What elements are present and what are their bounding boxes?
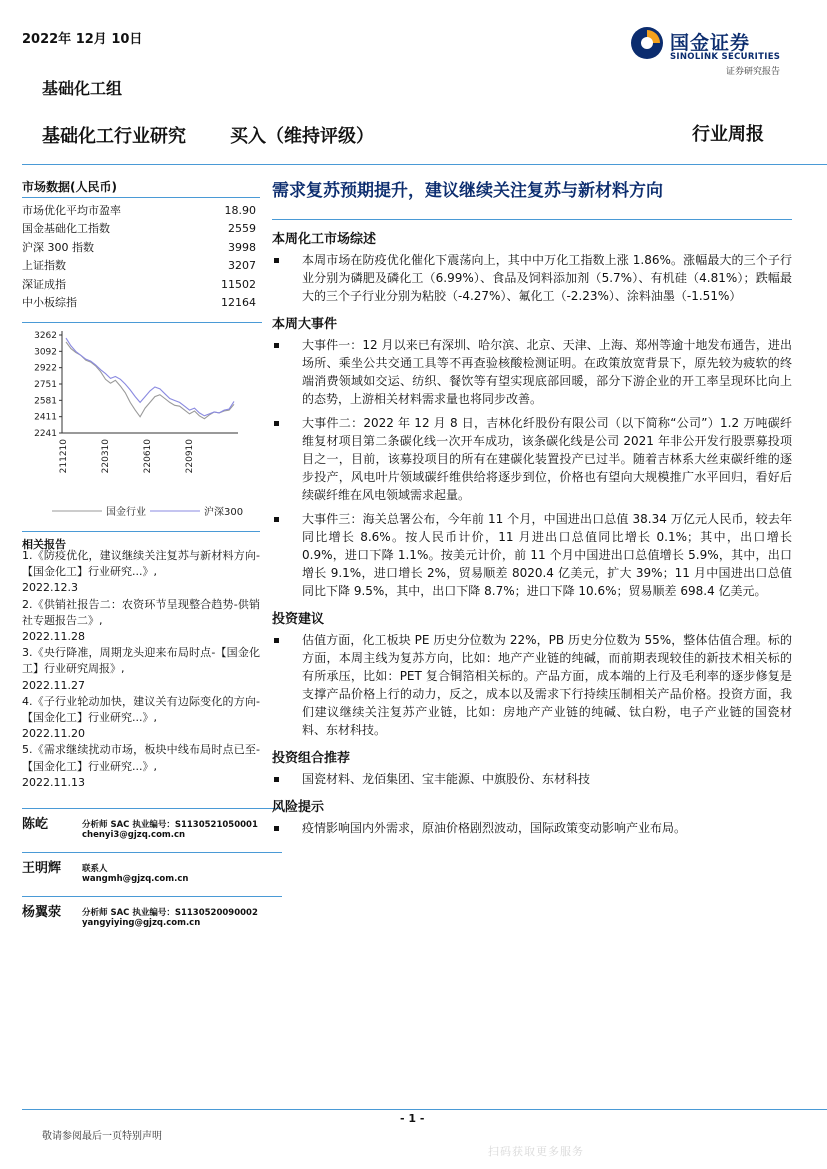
x-tick-label: 220910 bbox=[185, 439, 195, 474]
section-title: 风险提示 bbox=[272, 800, 325, 815]
watermark: 扫码获取更多服务 bbox=[488, 1145, 584, 1158]
market-row bbox=[22, 202, 260, 220]
sinolink-logo-icon bbox=[630, 26, 664, 60]
bullet-text: 疫情影响国内外需求，原油价格剧烈波动，国际政策变动影响产业布局。 bbox=[302, 821, 687, 835]
analyst-card bbox=[22, 852, 282, 896]
related-report-text: 4.《子行业轮动加快，建议关有边际变化的方向-【国金化工】行业研究...》, bbox=[22, 694, 260, 725]
section-title: 投资建议 bbox=[272, 612, 325, 627]
analyst-list bbox=[22, 808, 282, 940]
bullet-item bbox=[272, 414, 792, 504]
bullet-item bbox=[272, 336, 792, 408]
market-label: 市场优化平均市盈率 bbox=[22, 204, 121, 217]
bullet-square-icon bbox=[274, 777, 279, 782]
bullet-text: 大事件三：海关总署公布，今年前 11 个月，中国进出口总值 38.34 万亿元人民币，较去年同比增长 8.6%。按人民币计价，11 月进出口总值同比增长 0.1%；其中，出口增长 0.9%，进口下降 1.1%。按美元计价，前 11 个月中国进出口总值增长 5.9%，其中，出口增长 9.1%，进口增长 2%，贸易顺差 8020.4 亿美元，扩大 39%；11 月中国进出口总值同比下降 9.5%，其中，出口下降 8.7%；进口下降 10.6%；贸易顺差 698.4 亿美元。 bbox=[302, 512, 792, 598]
y-tick-label: 2241 bbox=[34, 429, 57, 439]
analyst-card bbox=[22, 896, 282, 940]
market-value: 2559 bbox=[228, 222, 256, 236]
bullet-text: 估值方面，化工板块 PE 历史分位数为 22%，PB 历史分位数为 55%，整体估值合理。标的方面，本周主线为复苏方向，比如：地产产业链的纯碱，而前期表现较佳的新技术相关标的有所承压，比如：PET 复合铜箔相关标的。产品方面，成本端的上行及毛利率的逐步修复是支撑产品价格上行的动力，反之，成本以及需求下行持续压制相关产品价格。投资方面，我们建议继续关注复苏产业链，比如：房地产产业链的纯碱、钛白粉，电子产业链的国瓷材料、东材科技。 bbox=[302, 633, 792, 737]
market-row bbox=[22, 257, 260, 275]
market-label: 国金基础化工指数 bbox=[22, 222, 110, 236]
page-number: - 1 - bbox=[400, 1112, 425, 1125]
bullet-square-icon bbox=[274, 421, 279, 426]
related-report-text: 5.《需求继续扰动市场，板块中线布局时点已至-【国金化工】行业研究...》, bbox=[22, 743, 260, 773]
market-value: 12164 bbox=[221, 295, 256, 309]
analyst-email: wangmh@gjzq.com.cn bbox=[82, 874, 189, 884]
related-reports-title: 相关报告 bbox=[22, 531, 260, 552]
market-label: 上证指数 bbox=[22, 259, 66, 273]
market-row bbox=[22, 294, 260, 312]
y-tick-label: 2922 bbox=[34, 363, 57, 374]
related-report-date: 2022.12.3 bbox=[22, 581, 78, 595]
bullet-square-icon bbox=[274, 258, 279, 263]
related-report-date: 2022.11.27 bbox=[22, 678, 85, 692]
market-label: 沪深 300 指数 bbox=[22, 240, 94, 254]
analyst-card bbox=[22, 808, 282, 852]
report-title: 基础化工行业研究 bbox=[42, 126, 186, 147]
bullet-square-icon bbox=[274, 343, 279, 348]
research-group: 基础化工组 bbox=[42, 79, 123, 98]
logo-en-text: SINOLINK SECURITIES bbox=[670, 52, 781, 62]
y-tick-label: 3092 bbox=[34, 347, 57, 358]
analyst-email: chenyi3@gjzq.com.cn bbox=[82, 830, 186, 840]
market-label: 中小板综指 bbox=[22, 295, 77, 309]
bullet-item bbox=[272, 819, 792, 837]
header-divider bbox=[22, 164, 827, 165]
bullet-text: 大事件二：2022 年 12 月 8 日，吉林化纤股份有限公司（以下简称“公司”）1.2 万吨碳纤维复材项目第二条碳化线一次开车成功，该条碳化线是公司 2021 年非公开发行股票募投项目之一，目前，该募投项目的所有在建碳化装置投产已过半。随着吉林系大丝束碳纤维的逐步投产，风电叶片领域碳纤维供给将逐步到位，价格也有望向大规模推广水平回归，看好后续碳纤维在风电领域需求起量。 bbox=[302, 416, 792, 502]
analyst-role: 分析师 SAC 执业编号：S1130520090002 bbox=[82, 908, 258, 918]
y-tick-label: 3262 bbox=[34, 331, 57, 341]
y-tick-label: 2751 bbox=[34, 380, 57, 390]
x-tick-label: 220310 bbox=[101, 439, 111, 474]
market-data-panel bbox=[22, 178, 260, 312]
related-report-item bbox=[22, 597, 260, 646]
related-report-item bbox=[22, 742, 260, 791]
analyst-email: yangyiying@gjzq.com.cn bbox=[82, 918, 201, 928]
market-value: 3207 bbox=[228, 259, 256, 273]
bullet-text: 本周市场在防疫优化催化下震荡向上，其中中万化工指数上涨 1.86%。涨幅最大的三个子行业分别为磷肥及磷化工（6.99%）、食品及饲料添加剂（5.7%）、有机硅（4.81%）；跌幅最大的三个子行业分别为粘胶（-4.27%）、氟化工（-2.23%）、涂料油墨（-1.51%） bbox=[302, 253, 792, 303]
market-label: 深证成指 bbox=[22, 277, 66, 291]
section-title: 本周化工市场综述 bbox=[272, 232, 377, 247]
market-data-title: 市场数据(人民币) bbox=[22, 178, 260, 198]
bullet-item bbox=[272, 510, 792, 600]
market-data-list bbox=[22, 202, 260, 312]
analyst-role: 联系人 bbox=[82, 864, 108, 874]
related-report-text: 2.《供销社报告二：农资环节呈现整合趋势-供销社专题报告二》, bbox=[22, 597, 260, 627]
logo-cn-text: 国金证券 bbox=[670, 32, 751, 54]
y-tick-label: 2411 bbox=[34, 412, 57, 423]
series-line-1 bbox=[66, 338, 234, 416]
index-chart bbox=[22, 322, 262, 522]
company-logo bbox=[630, 26, 810, 78]
related-report-text: 1.《防疫优化，建议继续关注复苏与新材料方向-【国金化工】行业研究...》, bbox=[22, 549, 260, 579]
market-value: 11502 bbox=[221, 277, 256, 291]
analyst-name: 杨翼荥 bbox=[22, 905, 62, 920]
market-row bbox=[22, 220, 260, 238]
footer-divider bbox=[22, 1109, 827, 1110]
related-report-item bbox=[22, 548, 260, 597]
related-report-item bbox=[22, 694, 260, 743]
related-report-date: 2022.11.28 bbox=[22, 630, 85, 644]
y-tick-label: 2581 bbox=[34, 396, 57, 407]
market-value: 18.90 bbox=[224, 204, 256, 217]
legend-label-1: 沪深300 bbox=[204, 507, 244, 518]
bullet-item bbox=[272, 631, 792, 739]
analyst-role: 分析师 SAC 执业编号：S1130521050001 bbox=[82, 820, 258, 830]
x-tick-label: 220610 bbox=[143, 439, 153, 474]
market-value: 3998 bbox=[228, 240, 256, 254]
market-row bbox=[22, 276, 260, 294]
main-content bbox=[272, 176, 792, 843]
analyst-name: 王明辉 bbox=[22, 861, 62, 876]
related-report-date: 2022.11.13 bbox=[22, 775, 85, 789]
bullet-item bbox=[272, 770, 792, 788]
headline: 需求复苏预期提升，建议继续关注复苏与新材料方向 bbox=[272, 176, 792, 220]
market-row bbox=[22, 239, 260, 257]
sections bbox=[272, 228, 792, 837]
report-type: 行业周报 bbox=[692, 124, 764, 145]
section-title: 本周大事件 bbox=[272, 317, 338, 332]
index-line-chart bbox=[22, 323, 262, 523]
bullet-text: 国瓷材料、龙佰集团、宝丰能源、中旗股份、东材科技 bbox=[302, 772, 591, 786]
section-title: 投资组合推荐 bbox=[272, 751, 351, 766]
x-tick-label: 211210 bbox=[59, 439, 69, 474]
bullet-square-icon bbox=[274, 517, 279, 522]
bullet-item bbox=[272, 251, 792, 305]
related-report-text: 3.《央行降准，周期龙头迎来布局时点-【国金化工】行业研究周报》, bbox=[22, 646, 260, 676]
related-report-item bbox=[22, 645, 260, 694]
series-line-0 bbox=[66, 342, 234, 419]
analyst-name: 陈屹 bbox=[22, 817, 49, 832]
bullet-square-icon bbox=[274, 638, 279, 643]
related-reports-list bbox=[22, 548, 260, 791]
rating: 买入（维持评级） bbox=[230, 126, 374, 147]
report-date: 2022年 12月 10日 bbox=[22, 32, 143, 47]
related-report-date: 2022.11.20 bbox=[22, 727, 85, 741]
bullet-text: 大事件一：12 月以来已有深圳、哈尔滨、北京、天津、上海、郑州等逾十地发布通告，进出场所、乘坐公共交通工具等不再查验核酸检测证明。在政策放宽背景下，原先较为疲软的终端消费领域如交运、纺织、餐饮等有望实现底部回暖，部分下游企业的开工率呈现环比向上的态势，上游相关材料需求量也将同步改善。 bbox=[302, 338, 792, 406]
bullet-square-icon bbox=[274, 826, 279, 831]
report-category: 证券研究报告 bbox=[726, 67, 781, 77]
disclaimer: 敬请参阅最后一页特别声明 bbox=[42, 1131, 162, 1142]
legend-label-0: 国金行业 bbox=[106, 507, 146, 518]
